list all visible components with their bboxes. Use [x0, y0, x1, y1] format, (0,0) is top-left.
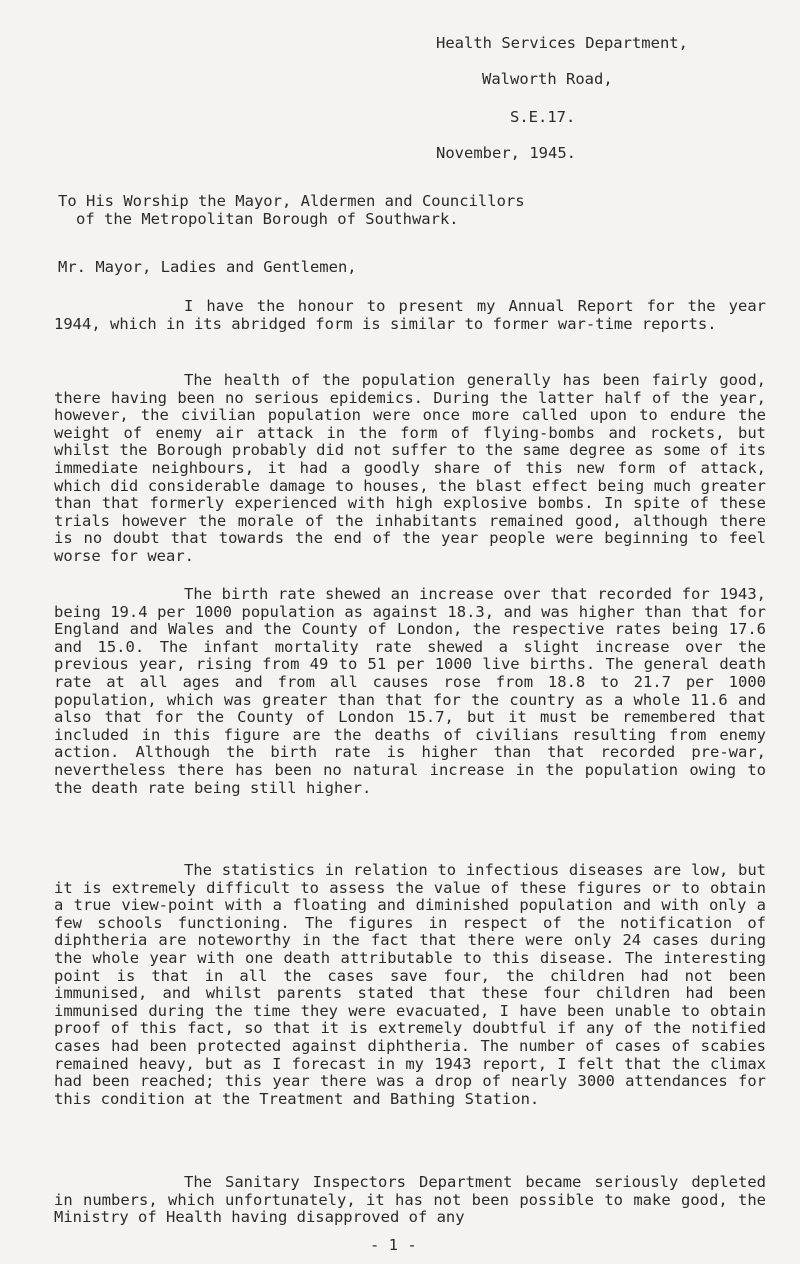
salutation: Mr. Mayor, Ladies and Gentlemen, — [58, 258, 357, 276]
street-line: Walworth Road, — [482, 70, 613, 88]
addressee-block — [58, 192, 758, 228]
paragraph-vital-statistics: The birth rate shewed an increase over that recorded for 1943, being 19.4 per 1000 population as against 18.3, and was higher than that for England and Wales and the County of London, the respective rates being 17.6 and 15.0. The infant mortality rate shewed a slight increase over the previous year, rising from 49 to 51 per 1000 live births. The general death rate at all ages and from all causes rose from 18.8 to 21.7 per 1000 population, which was greater than that for the country as a whole 11.6 and also that for the County of London 15.7, but it must be remembered that included in this figure are the deaths of civilians resulting from enemy action. Although the birth rate is higher than that recorded pre-war, nevertheless there has been no natural increase in the population owing to the death rate being still higher. — [54, 585, 766, 797]
paragraph-health: The health of the population generally has been fairly good, there having been no serious epidemics. During the latter half of the year, however, the civilian population were once more called upon to endure the weight of enemy air attack in the form of flying-bombs and rockets, but whilst the Borough probably did not suffer to the same degree as some of its immediate neighbours, it had a goodly share of this new form of attack, which did considerable damage to houses, the blast effect being much greater than that formerly experienced with high explosive bombs. In spite of these trials however the morale of the inhabitants remained good, although there is no doubt that towards the end of the year people were beginning to feel worse for wear. — [54, 371, 766, 565]
paragraph-intro: I have the honour to present my Annual Report for the year 1944, which in its abridged form is similar to former war-time reports. — [54, 297, 766, 333]
letter-date: November, 1945. — [436, 144, 576, 162]
paragraph-sanitary-inspectors: The Sanitary Inspectors Department became seriously depleted in numbers, which unfortunately, it has not been possible to make good, the Ministry of Health having disapproved of any — [54, 1173, 766, 1227]
paragraph-infectious-diseases: The statistics in relation to infectious diseases are low, but it is extremely difficult to assess the value of these figures or to obtain a true view-point with a floating and diminished population and with only a few schools functioning. The figures in respect of the notification of diphtheria are noteworthy in the fact that there were only 24 cases during the whole year with one death attributable to this disease. The interesting point is that in all the cases save four, the children had not been immunised, and whilst parents stated that these four children had been immunised during the time they were evacuated, I have been unable to obtain proof of this fact, so that it is extremely doubtful if any of the notified cases had been protected against diphtheria. The number of cases of scabies remained heavy, but as I forecast in my 1943 report, I felt that the climax had been reached; this year there was a drop of nearly 3000 attendances for this condition at the Treatment and Bathing Station. — [54, 861, 766, 1108]
postcode-line: S.E.17. — [510, 108, 576, 126]
addressee-line-1: To His Worship the Mayor, Aldermen and Councillors — [58, 192, 525, 210]
department-line: Health Services Department, — [436, 34, 688, 52]
addressee-line-2: of the Metropolitan Borough of Southwark. — [76, 210, 459, 228]
page-number: - 1 - — [370, 1236, 417, 1254]
